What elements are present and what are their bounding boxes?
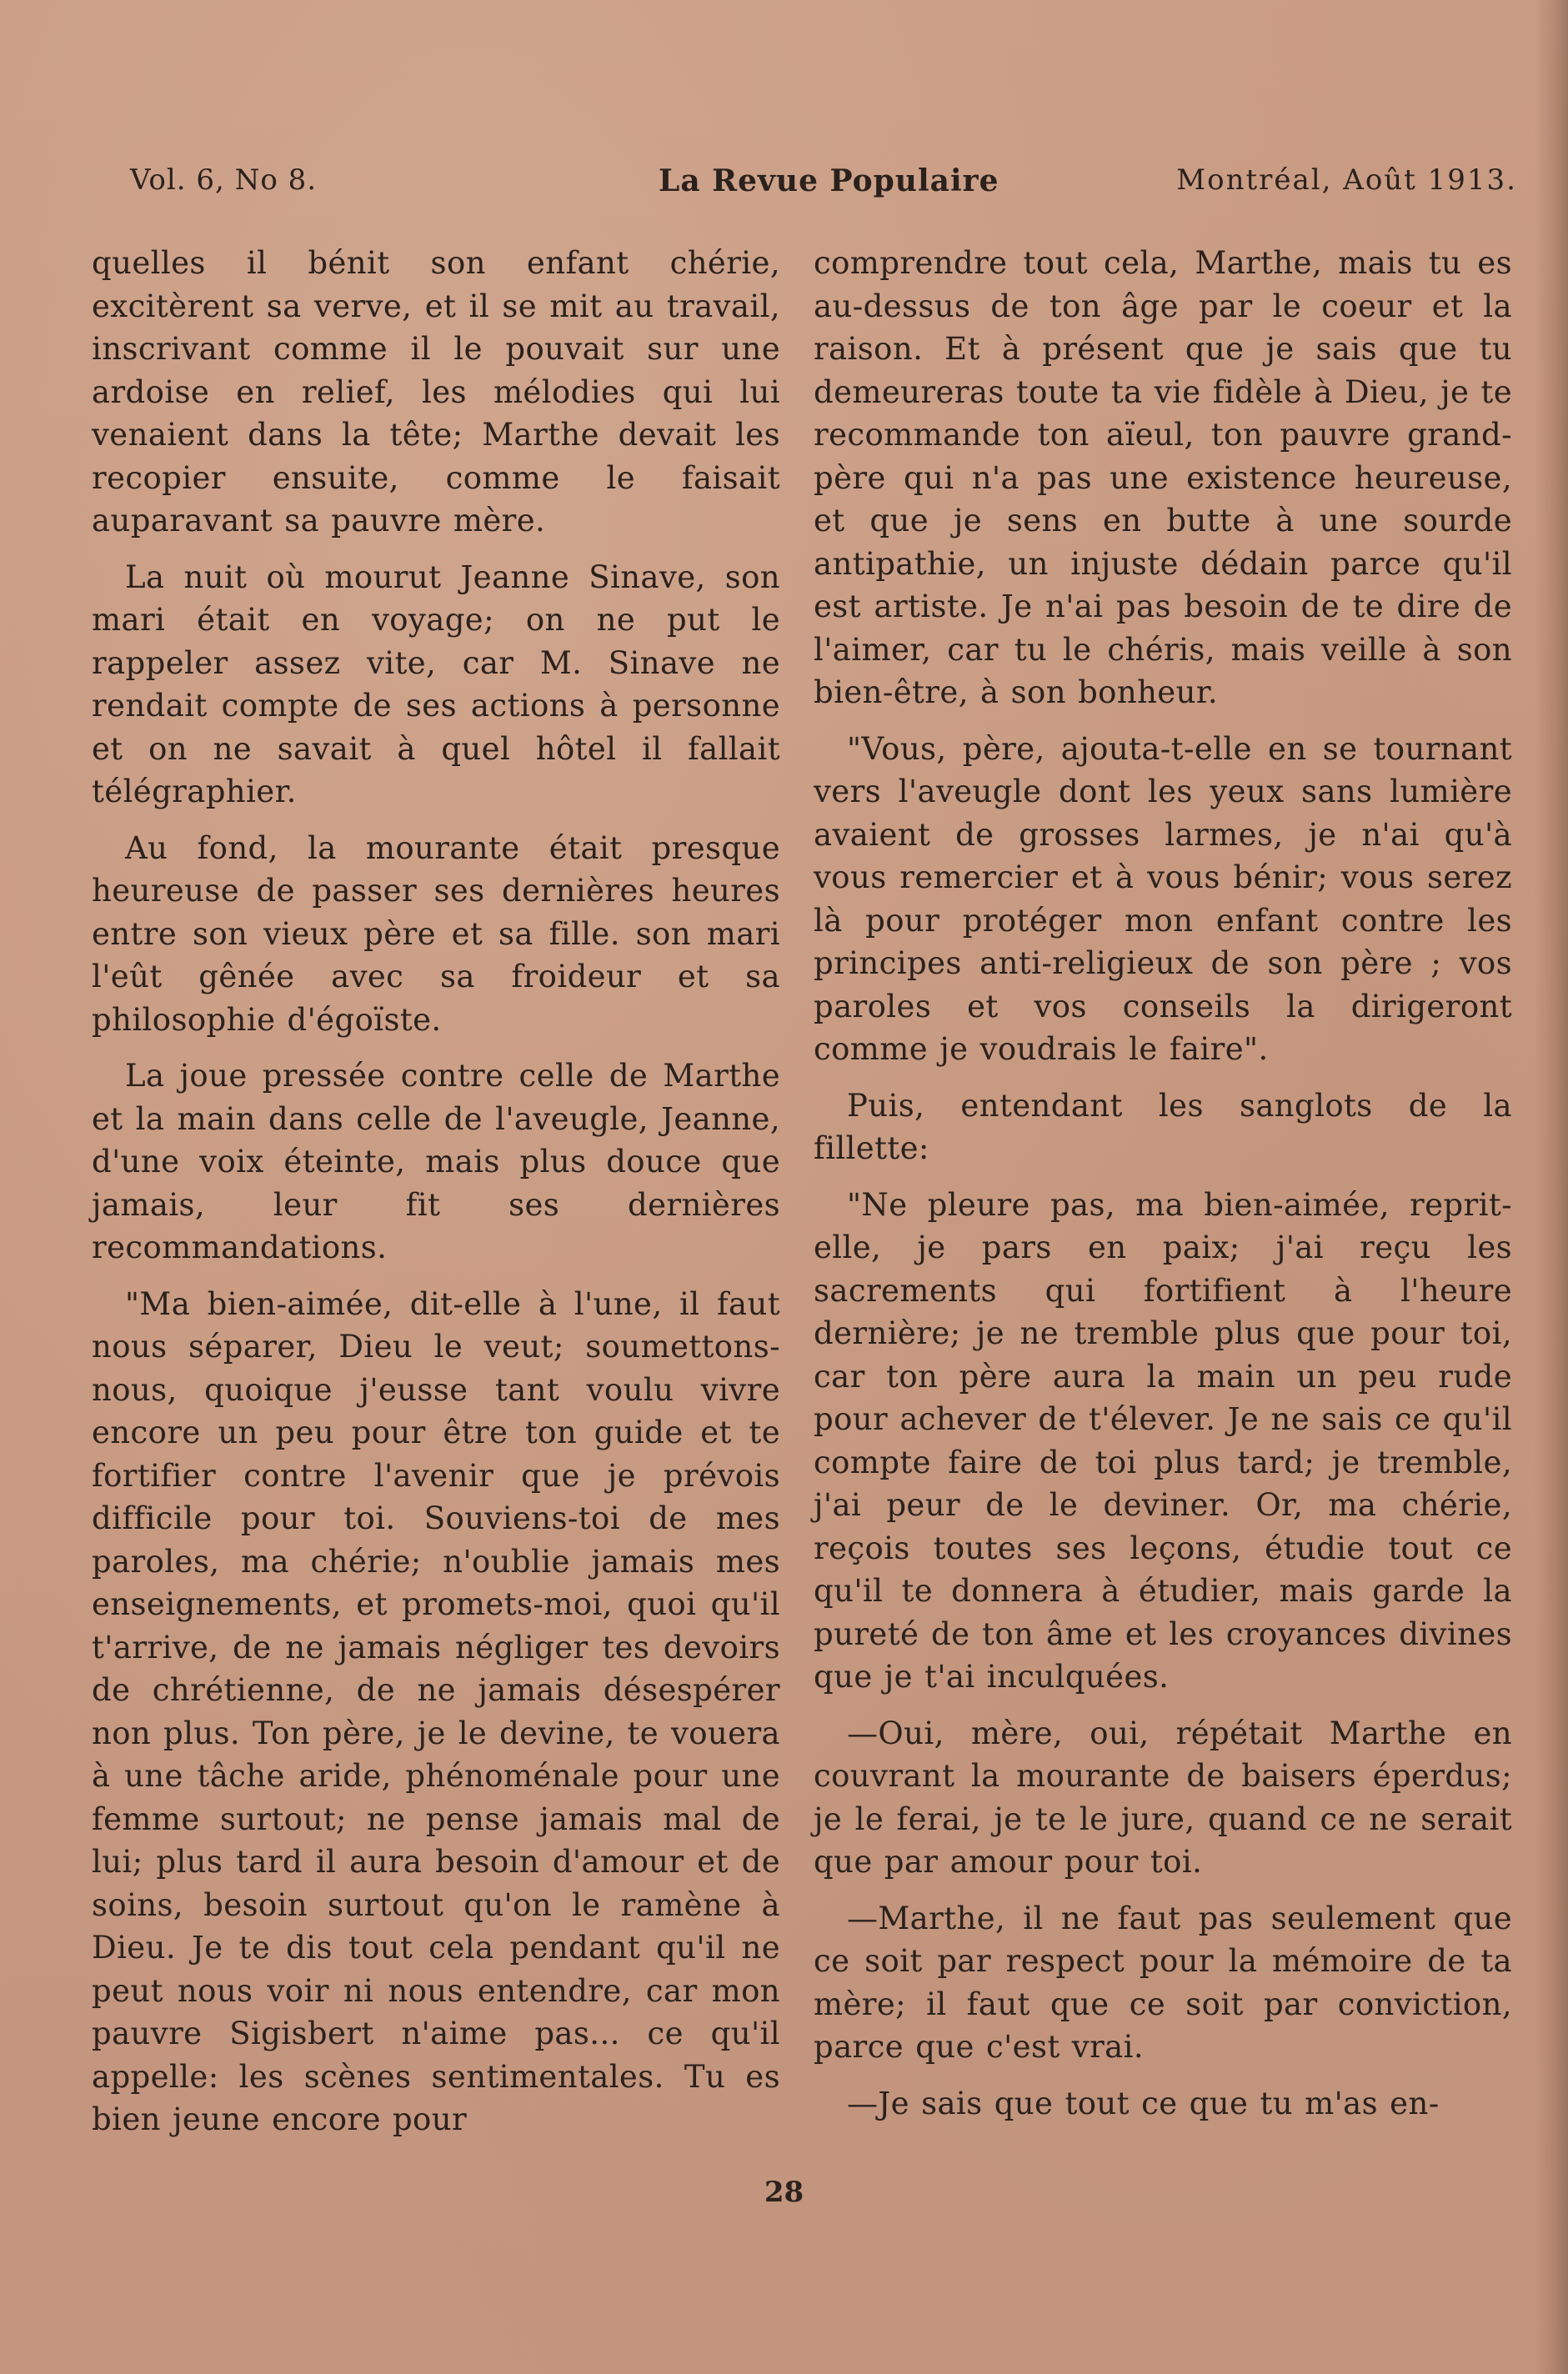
volume-number: Vol. 6, No 8. xyxy=(130,163,318,197)
page-edge-shadow xyxy=(1535,0,1568,2374)
page-number: 28 xyxy=(764,2176,804,2209)
paragraph: La joue pressée contre celle de Marthe et la main dans celle de l'aveugle, Jeanne, d'une voix éteinte, mais plus douce que jamais, leur fit ses dernières recommandations. xyxy=(92,1058,780,1265)
journal-title: La Revue Populaire xyxy=(659,163,999,198)
paragraph: comprendre tout cela, Marthe, mais tu es au-dessus de ton âge par le coeur et la raison. Et à présent que je sais que tu demeureras toute ta vie fidèle à Dieu, je te recommande ton aïeul, ton pauvre grand-père qui n'a pas une existence heureuse, et que je sens en butte à une sourde antipathie, un injuste dédain parce qu'il est artiste. Je n'ai pas besoin de te dire de l'aimer, car tu le chéris, mais veille à son bien-être, à son bonheur. xyxy=(814,245,1512,710)
paragraph: —Oui, mère, oui, répétait Marthe en couvrant la mourante de baisers éperdus; je le ferai, je te le jure, quand ce ne serait que par amour pour toi. xyxy=(814,1715,1512,1880)
paragraph: "Ne pleure pas, ma bien-aimée, reprit-elle, je pars en paix; j'ai reçu les sacrements qui fortifient à l'heure dernière; je ne tremble plus que pour toi, car ton père aura la main un peu rude pour achever de t'élever. Je ne sais ce qu'il compte faire de toi plus tard; je tremble, j'ai peur de le deviner. Or, ma chérie, reçois toutes ses leçons, étudie tout ce qu'il te donnera à étudier, mais garde la pureté de ton âme et les croyances divines que je t'ai inculquées. xyxy=(814,1186,1512,1695)
running-header xyxy=(130,163,1517,213)
paragraph: "Ma bien-aimée, dit-elle à l'une, il faut nous séparer, Dieu le veut; soumettons-nous, quoique j'eusse tant voulu vivre encore un peu pour être ton guide et te fortifier contre l'avenir que je prévois difficile pour toi. Souviens-toi de mes paroles, ma chérie; n'oublie jamais mes enseignements, et promets-moi, quoi qu'il t'arrive, de ne jamais négliger tes devoirs de chrétienne, de ne jamais désespérer non plus. Ton père, je le devine, te vouera à une tâche aride, phénoménale pour une femme surtout; ne pense jamais mal de lui; plus tard il aura besoin d'amour et de soins, besoin surtout qu'on le ramène à Dieu. Je te dis tout cela pendant qu'il ne peut nous voir ni nous entendre, car mon pauvre Sigisbert n'aime pas... ce qu'il appelle: les scènes sentimentales. Tu es bien jeune encore pour xyxy=(92,1285,780,2137)
paragraph: La nuit où mourut Jeanne Sinave, son mari était en voyage; on ne put le rappeler assez vite, car M. Sinave ne rendait compte de ses actions à personne et on ne savait à quel hôtel il fallait télégraphier. xyxy=(92,558,780,809)
paragraph: —Je sais que tout ce que tu m'as en- xyxy=(847,2085,1440,2121)
paragraph: —Marthe, il ne faut pas seulement que ce soit par respect pour la mémoire de ta mère; il faut que ce soit par conviction, parce que c'est vrai. xyxy=(814,1900,1512,2065)
place-and-date: Montréal, Août 1913. xyxy=(1176,163,1517,197)
left-text-column xyxy=(92,242,780,2155)
right-text-column xyxy=(814,242,1512,2138)
paragraph: "Vous, père, ajouta-t-elle en se tournant vers l'aveugle dont les yeux sans lumière avaient de grosses larmes, je n'ai qu'à vous remercier et à vous bénir; vous serez là pour protéger mon enfant contre les principes anti-religieux de son père ; vos paroles et vos conseils la dirigeront comme je voudrais le faire". xyxy=(814,730,1512,1067)
paragraph: Au fond, la mourante était presque heureuse de passer ses dernières heures entre son vieux père et sa fille. son mari l'eût gênée avec sa froideur et sa philosophie d'égoïste. xyxy=(92,829,780,1038)
paragraph: Puis, entendant les sanglots de la fillette: xyxy=(814,1087,1512,1166)
paragraph: quelles il bénit son enfant chérie, excitèrent sa verve, et il se mit au travail, inscrivant comme il le pouvait sur une ardoise en relief, les mélodies qui lui venaient dans la tête; Marthe devait les recopier ensuite, comme le faisait auparavant sa pauvre mère. xyxy=(92,245,780,538)
